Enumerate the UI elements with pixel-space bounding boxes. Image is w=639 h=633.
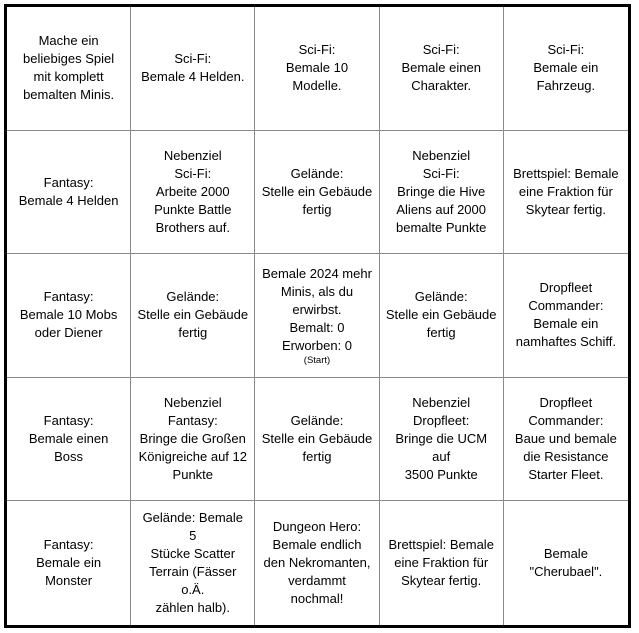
cell-text: Brettspiel: Bemale eine Fraktion für Skytear fertig. (513, 165, 619, 217)
cell-text: Gelände: Stelle ein Gebäude fertig (261, 413, 373, 465)
bingo-cell (7, 131, 131, 255)
cell-text: Dungeon Hero: Bemale endlich den Nekromanten, verdammt nochmal! (263, 519, 371, 607)
bingo-cell (380, 378, 504, 502)
bingo-cell (504, 131, 628, 255)
bingo-cell (7, 378, 131, 502)
bingo-cell (255, 378, 379, 502)
cell-text: Bemale 2024 mehr Minis, als du erwirbst. Bemalt: 0 Erworben: 0 (262, 265, 372, 353)
bingo-cell (380, 7, 504, 131)
cell-text: Sci-Fi: Bemale 10 Modelle. (285, 42, 349, 94)
cell-text: Nebenziel Sci-Fi: Arbeite 2000 Punkte Battle Brothers auf. (154, 147, 232, 235)
bingo-cell (504, 501, 628, 625)
cell-text: Fantasy: Bemale einen Boss (28, 413, 109, 465)
bingo-cell (7, 7, 131, 131)
cell-text: Gelände: Stelle ein Gebäude fertig (385, 289, 497, 341)
cell-text: Dropfleet Commander: Bemale ein namhaftes Schiff. (515, 280, 616, 350)
bingo-cell (255, 131, 379, 255)
bingo-board (4, 4, 631, 628)
cell-text: Fantasy: Bemale ein Monster (36, 537, 102, 589)
bingo-cell (131, 501, 255, 625)
cell-text: Fantasy: Bemale 10 Mobs oder Diener (19, 289, 118, 341)
bingo-cell (380, 501, 504, 625)
bingo-cell (7, 254, 131, 378)
cell-text: Sci-Fi: Bemale 4 Helden. (141, 51, 245, 85)
bingo-cell (131, 378, 255, 502)
bingo-cell (504, 7, 628, 131)
bingo-cell (131, 7, 255, 131)
bingo-cell (255, 501, 379, 625)
cell-text: Sci-Fi: Bemale einen Charakter. (401, 42, 481, 94)
cell-text: Nebenziel Dropfleet: Bringe die UCM auf 3500 Punkte (395, 395, 488, 483)
bingo-cell (380, 131, 504, 255)
bingo-cell (380, 254, 504, 378)
cell-text: Gelände: Stelle ein Gebäude fertig (137, 289, 249, 341)
cell-text: Sci-Fi: Bemale ein Fahrzeug. (533, 42, 599, 94)
bingo-cell (255, 7, 379, 131)
cell-text: Gelände: Stelle ein Gebäude fertig (261, 165, 373, 217)
bingo-cell (504, 378, 628, 502)
cell-text: Brettspiel: Bemale eine Fraktion für Skytear fertig. (388, 537, 494, 589)
cell-text: Bemale "Cherubael". (529, 546, 603, 580)
bingo-cell (7, 501, 131, 625)
bingo-center-cell (255, 254, 379, 378)
bingo-cell (504, 254, 628, 378)
cell-text: Dropfleet Commander: Baue und bemale die Resistance Starter Fleet. (514, 395, 617, 483)
bingo-cell (131, 254, 255, 378)
cell-text: Gelände: Bemale 5 Stücke Scatter Terrain (Fässer o.Ä. zählen halb). (142, 510, 244, 616)
cell-text: Nebenziel Fantasy: Bringe die Großen Königreiche auf 12 Punkte (138, 395, 247, 483)
start-note: (Start) (303, 354, 331, 366)
cell-text: Fantasy: Bemale 4 Helden (18, 174, 119, 208)
cell-text: Mache ein beliebiges Spiel mit komplett bemalten Minis. (23, 33, 115, 103)
cell-text: Nebenziel Sci-Fi: Bringe die Hive Aliens auf 2000 bemalte Punkte (396, 147, 487, 235)
bingo-cell (131, 131, 255, 255)
